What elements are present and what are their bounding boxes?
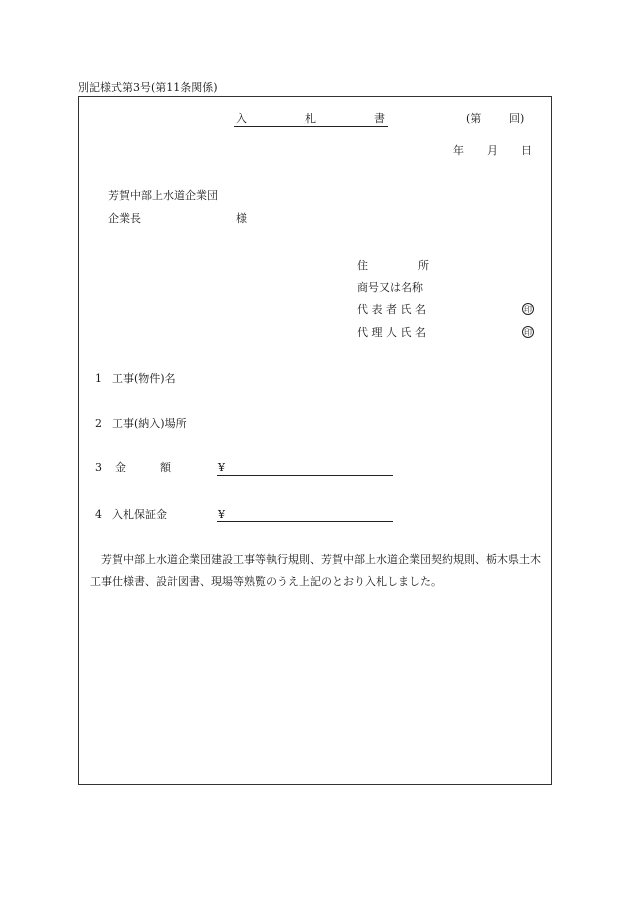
addressee-honorific: 様 [236,212,247,225]
title-underline [234,126,388,127]
date-day-label: 日 [521,144,532,157]
representative-seal-icon: 印 [524,305,532,314]
item-3-number: 3 [95,461,102,474]
item-2-number: 2 [95,417,102,430]
addressee-organization: 芳賀中部上水道企業団 [108,189,218,202]
item-2-label: 工事(納入)場所 [112,417,187,430]
guarantee-underline [217,521,393,522]
title-char-3: 書 [374,112,385,125]
bid-round-suffix: 回) [509,112,525,125]
item-3-label-a: 金 [115,461,126,474]
item-3-currency: ¥ [218,461,225,474]
address-label-part-1: 住 [357,259,368,272]
agent-label: 代 理 人 氏 名 [357,326,426,339]
form-caption: 別記様式第3号(第11条関係) [78,81,218,94]
item-4-currency: ¥ [218,508,225,521]
address-label-part-2: 所 [418,259,429,272]
item-1-number: 1 [95,372,102,385]
item-3-label-b: 額 [160,461,171,474]
item-4-number: 4 [95,508,102,521]
title-char-2: 札 [305,112,316,125]
trade-name-label: 商号又は名称 [357,281,423,294]
date-year-label: 年 [453,144,464,157]
bid-round-prefix: (第 [466,112,482,125]
agent-seal-icon: 印 [524,328,532,337]
item-1-label: 工事(物件)名 [112,372,176,385]
title-char-1: 入 [236,112,247,125]
representative-label: 代 表 者 氏 名 [357,303,426,316]
statement-text: 芳賀中部上水道企業団建設工事等執行規則、芳賀中部上水道企業団契約規則、栃木県土木工事仕様書、設計図書、現場等熟覧のうえ上記のとおり入札しました。 [90,553,541,588]
date-month-label: 月 [487,144,498,157]
addressee-position: 企業長 [108,212,141,225]
item-4-label: 入札保証金 [112,508,167,521]
amount-underline [217,475,393,476]
